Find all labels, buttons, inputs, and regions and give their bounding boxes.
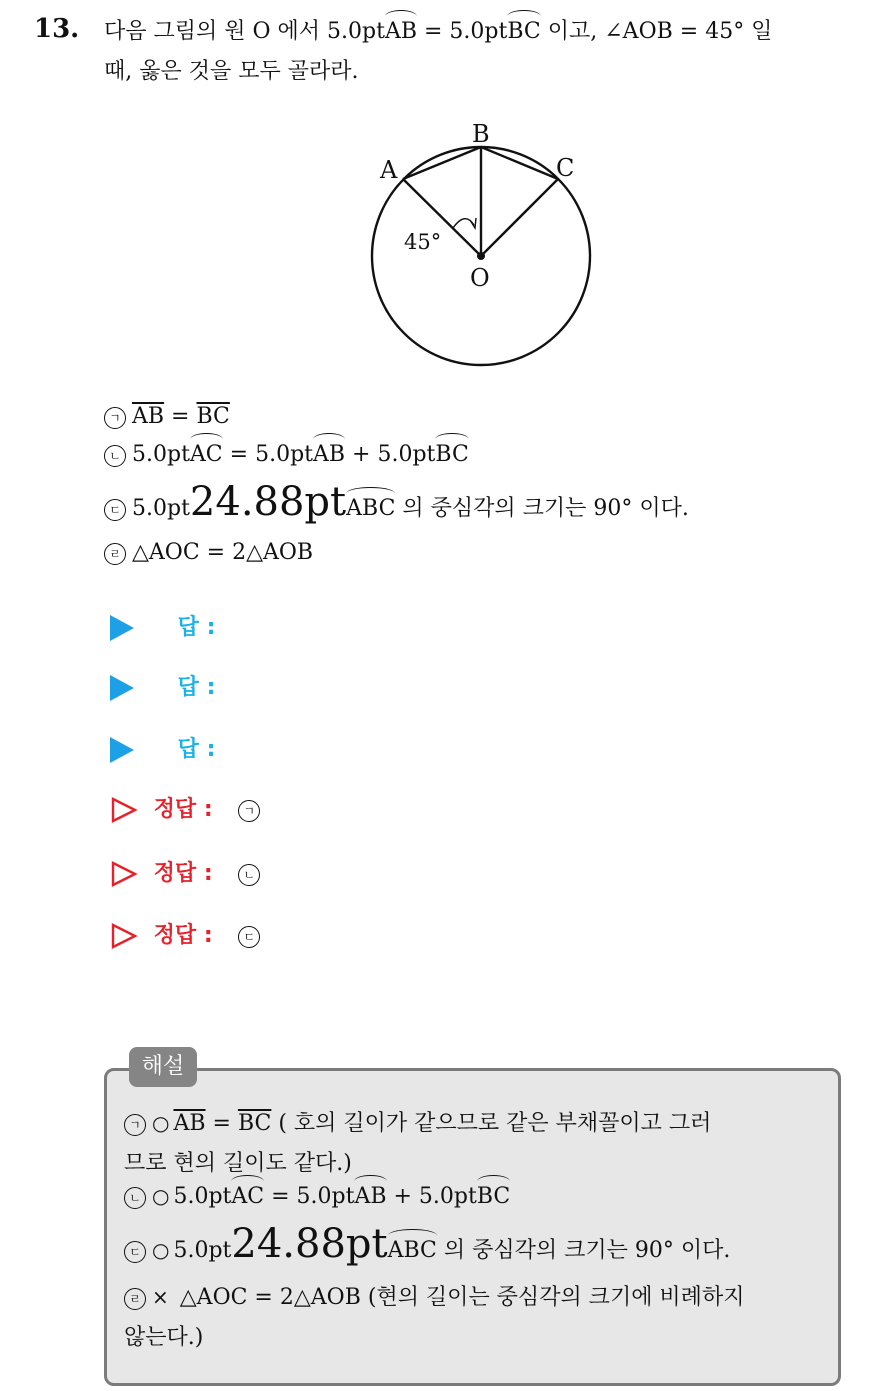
option-mark: ㄷ <box>104 499 126 521</box>
label-c: C <box>556 154 575 182</box>
answer-label: 답 : <box>177 737 216 762</box>
arc-ab: AB <box>384 19 417 44</box>
option-3: ㄷ 5.0pt24.88ptABC 의 중심각의 크기는 90° 이다. <box>104 482 689 522</box>
explanation-line-3: ㄴ ○ 5.0ptAC = 5.0ptAB + 5.0ptBC <box>124 1184 510 1209</box>
play-icon <box>110 675 134 701</box>
explanation-line-1: ㄱ ○ $\overline{AB} = \overline{BC}$ ( 호의 길이가 같으므로 같은 부채꼴이고 그러 <box>124 1106 711 1137</box>
radius-oc <box>481 179 558 256</box>
option-mark: ㄹ <box>104 543 126 565</box>
label-b: B <box>472 120 490 148</box>
correct-label: 정답 : <box>153 797 213 822</box>
correct-label: 정답 : <box>153 923 213 948</box>
explanation-line-4: ㄷ ○ 5.0pt24.88ptABC 의 중심각의 크기는 90° 이다. <box>124 1224 730 1264</box>
explanation-line-5: ㄹ × △AOC = 2△AOB (현의 길이는 중심각의 크기에 비례하지 <box>124 1280 744 1311</box>
play-icon <box>110 615 134 641</box>
label-angle: 45° <box>404 230 442 254</box>
explanation-line-6: 않는다.) <box>124 1325 204 1350</box>
option-mark: ㄱ <box>104 407 126 429</box>
label-a: A <box>380 156 398 184</box>
option-mark: ㄴ <box>104 445 126 467</box>
correct-row-1 <box>110 792 266 832</box>
answer-row-2 <box>110 670 215 710</box>
correct-label: 정답 : <box>153 861 213 886</box>
chord-bc <box>481 147 558 179</box>
explanation-tag: 해설 <box>129 1047 197 1087</box>
question-line-2: 때, 옳은 것을 모두 골라라. <box>104 59 359 84</box>
correct-mark: ㄴ <box>238 864 260 886</box>
triangle-outline-icon <box>110 796 138 824</box>
play-icon <box>110 737 134 763</box>
triangle-outline-icon <box>110 922 138 950</box>
correct-row-2 <box>110 856 266 896</box>
option-4: ㄹ △AOC = 2△AOB <box>104 540 313 565</box>
answer-row-1 <box>110 610 215 650</box>
arc-bc: BC <box>507 19 541 44</box>
answer-label: 답 : <box>177 675 216 700</box>
triangle-outline-icon <box>110 860 138 888</box>
option-2: ㄴ 5.0ptAC = 5.0ptAB + 5.0ptBC <box>104 442 469 467</box>
answer-label: 답 : <box>177 615 216 640</box>
center-point <box>477 252 485 260</box>
circle-figure <box>360 110 610 375</box>
correct-mark: ㄱ <box>238 800 260 822</box>
correct-mark: ㄷ <box>238 926 260 948</box>
option-1: ㄱ $\overline{AB} = \overline{BC}$ <box>104 404 230 429</box>
correct-row-3 <box>110 918 266 958</box>
chord-ab <box>403 147 481 179</box>
answer-row-3 <box>110 732 215 772</box>
label-o: O <box>470 264 490 292</box>
explanation-line-2: 므로 현의 길이도 같다.) <box>124 1151 352 1176</box>
question-line-1: 다음 그림의 원 O 에서 5.0ptAB = 5.0ptBC 이고, ∠AOB = 45° 일 <box>104 19 773 44</box>
question-number: 13. <box>34 14 80 44</box>
